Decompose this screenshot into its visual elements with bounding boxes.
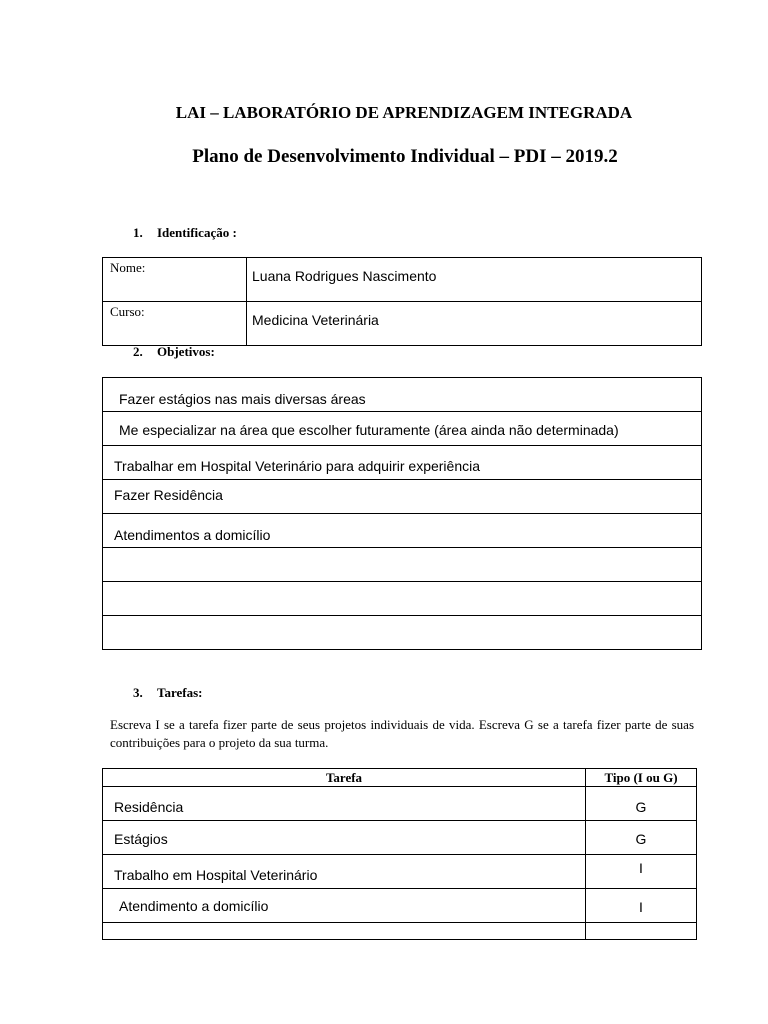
document-title: LAI – LABORATÓRIO DE APRENDIZAGEM INTEGRADA [175, 103, 633, 122]
identification-table [102, 257, 702, 346]
table-row [103, 582, 702, 616]
type-cell [586, 855, 697, 889]
type-cell [586, 923, 697, 940]
objectives-table [102, 377, 702, 650]
type-cell [586, 889, 697, 923]
type-text: I [639, 899, 643, 915]
section-tarefas-heading [133, 685, 203, 701]
type-cell [586, 787, 697, 821]
table-row [103, 302, 702, 346]
name-value: Luana Rodrigues Nascimento [247, 258, 702, 302]
objective-text: Atendimentos a domicílio [114, 527, 271, 543]
objective-text [103, 582, 701, 592]
table-row [103, 616, 702, 650]
objective-cell [103, 446, 702, 480]
table-row [103, 446, 702, 480]
table-row [103, 378, 702, 412]
section-number: 2. [133, 344, 143, 359]
section-title: Tarefas: [157, 685, 203, 700]
course-value: Medicina Veterinária [247, 302, 702, 346]
type-text: G [635, 799, 647, 815]
objective-cell [103, 378, 702, 412]
table-row [103, 412, 702, 446]
objective-cell [103, 582, 702, 616]
table-row [103, 787, 697, 821]
table-row [103, 889, 697, 923]
table-row [103, 855, 697, 889]
section-number: 1. [133, 225, 143, 240]
objective-text [103, 616, 701, 626]
document-subtitle: Plano de Desenvolvimento Individual – PDI – 2019.2 [192, 146, 618, 167]
section-identificacao-heading [133, 225, 237, 241]
objective-cell [103, 480, 702, 514]
objective-text: Fazer estágios nas mais diversas áreas [119, 391, 366, 407]
name-label: Nome: [103, 258, 247, 302]
objective-cell [103, 514, 702, 548]
task-text: Atendimento a domicílio [119, 898, 269, 914]
task-cell [103, 923, 586, 940]
section-number: 3. [133, 685, 143, 700]
column-header-task: Tarefa [103, 769, 586, 787]
objective-text [103, 548, 701, 558]
column-header-type: Tipo (I ou G) [586, 769, 697, 787]
type-text: G [635, 831, 647, 847]
section-title: Identificação : [157, 225, 237, 240]
task-cell [103, 889, 586, 923]
table-row [103, 258, 702, 302]
task-cell [103, 787, 586, 821]
objective-cell [103, 616, 702, 650]
task-text: Trabalho em Hospital Veterinário [114, 867, 318, 883]
objective-cell [103, 548, 702, 582]
task-cell [103, 821, 586, 855]
type-cell [586, 821, 697, 855]
task-text: Estágios [114, 831, 168, 847]
objective-text: Me especializar na área que escolher futuramente (área ainda não determinada) [119, 422, 619, 438]
table-row [103, 821, 697, 855]
table-row [103, 514, 702, 548]
table-header-row [103, 769, 697, 787]
tasks-table [102, 768, 697, 940]
tasks-instructions: Escreva I se a tarefa fizer parte de seus projetos individuais de vida. Escreva G se a tarefa fizer parte de suas contribuições para o projeto da sua turma. [110, 717, 694, 750]
type-text: I [639, 860, 643, 876]
table-row [103, 923, 697, 940]
table-row [103, 480, 702, 514]
objective-text: Trabalhar em Hospital Veterinário para adquirir experiência [114, 458, 481, 474]
course-label: Curso: [103, 302, 247, 346]
section-title: Objetivos: [157, 344, 215, 359]
table-row [103, 548, 702, 582]
task-text: Residência [114, 799, 184, 815]
objective-text: Fazer Residência [114, 487, 223, 503]
section-objetivos-heading [133, 344, 215, 360]
task-cell [103, 855, 586, 889]
objective-cell [103, 412, 702, 446]
